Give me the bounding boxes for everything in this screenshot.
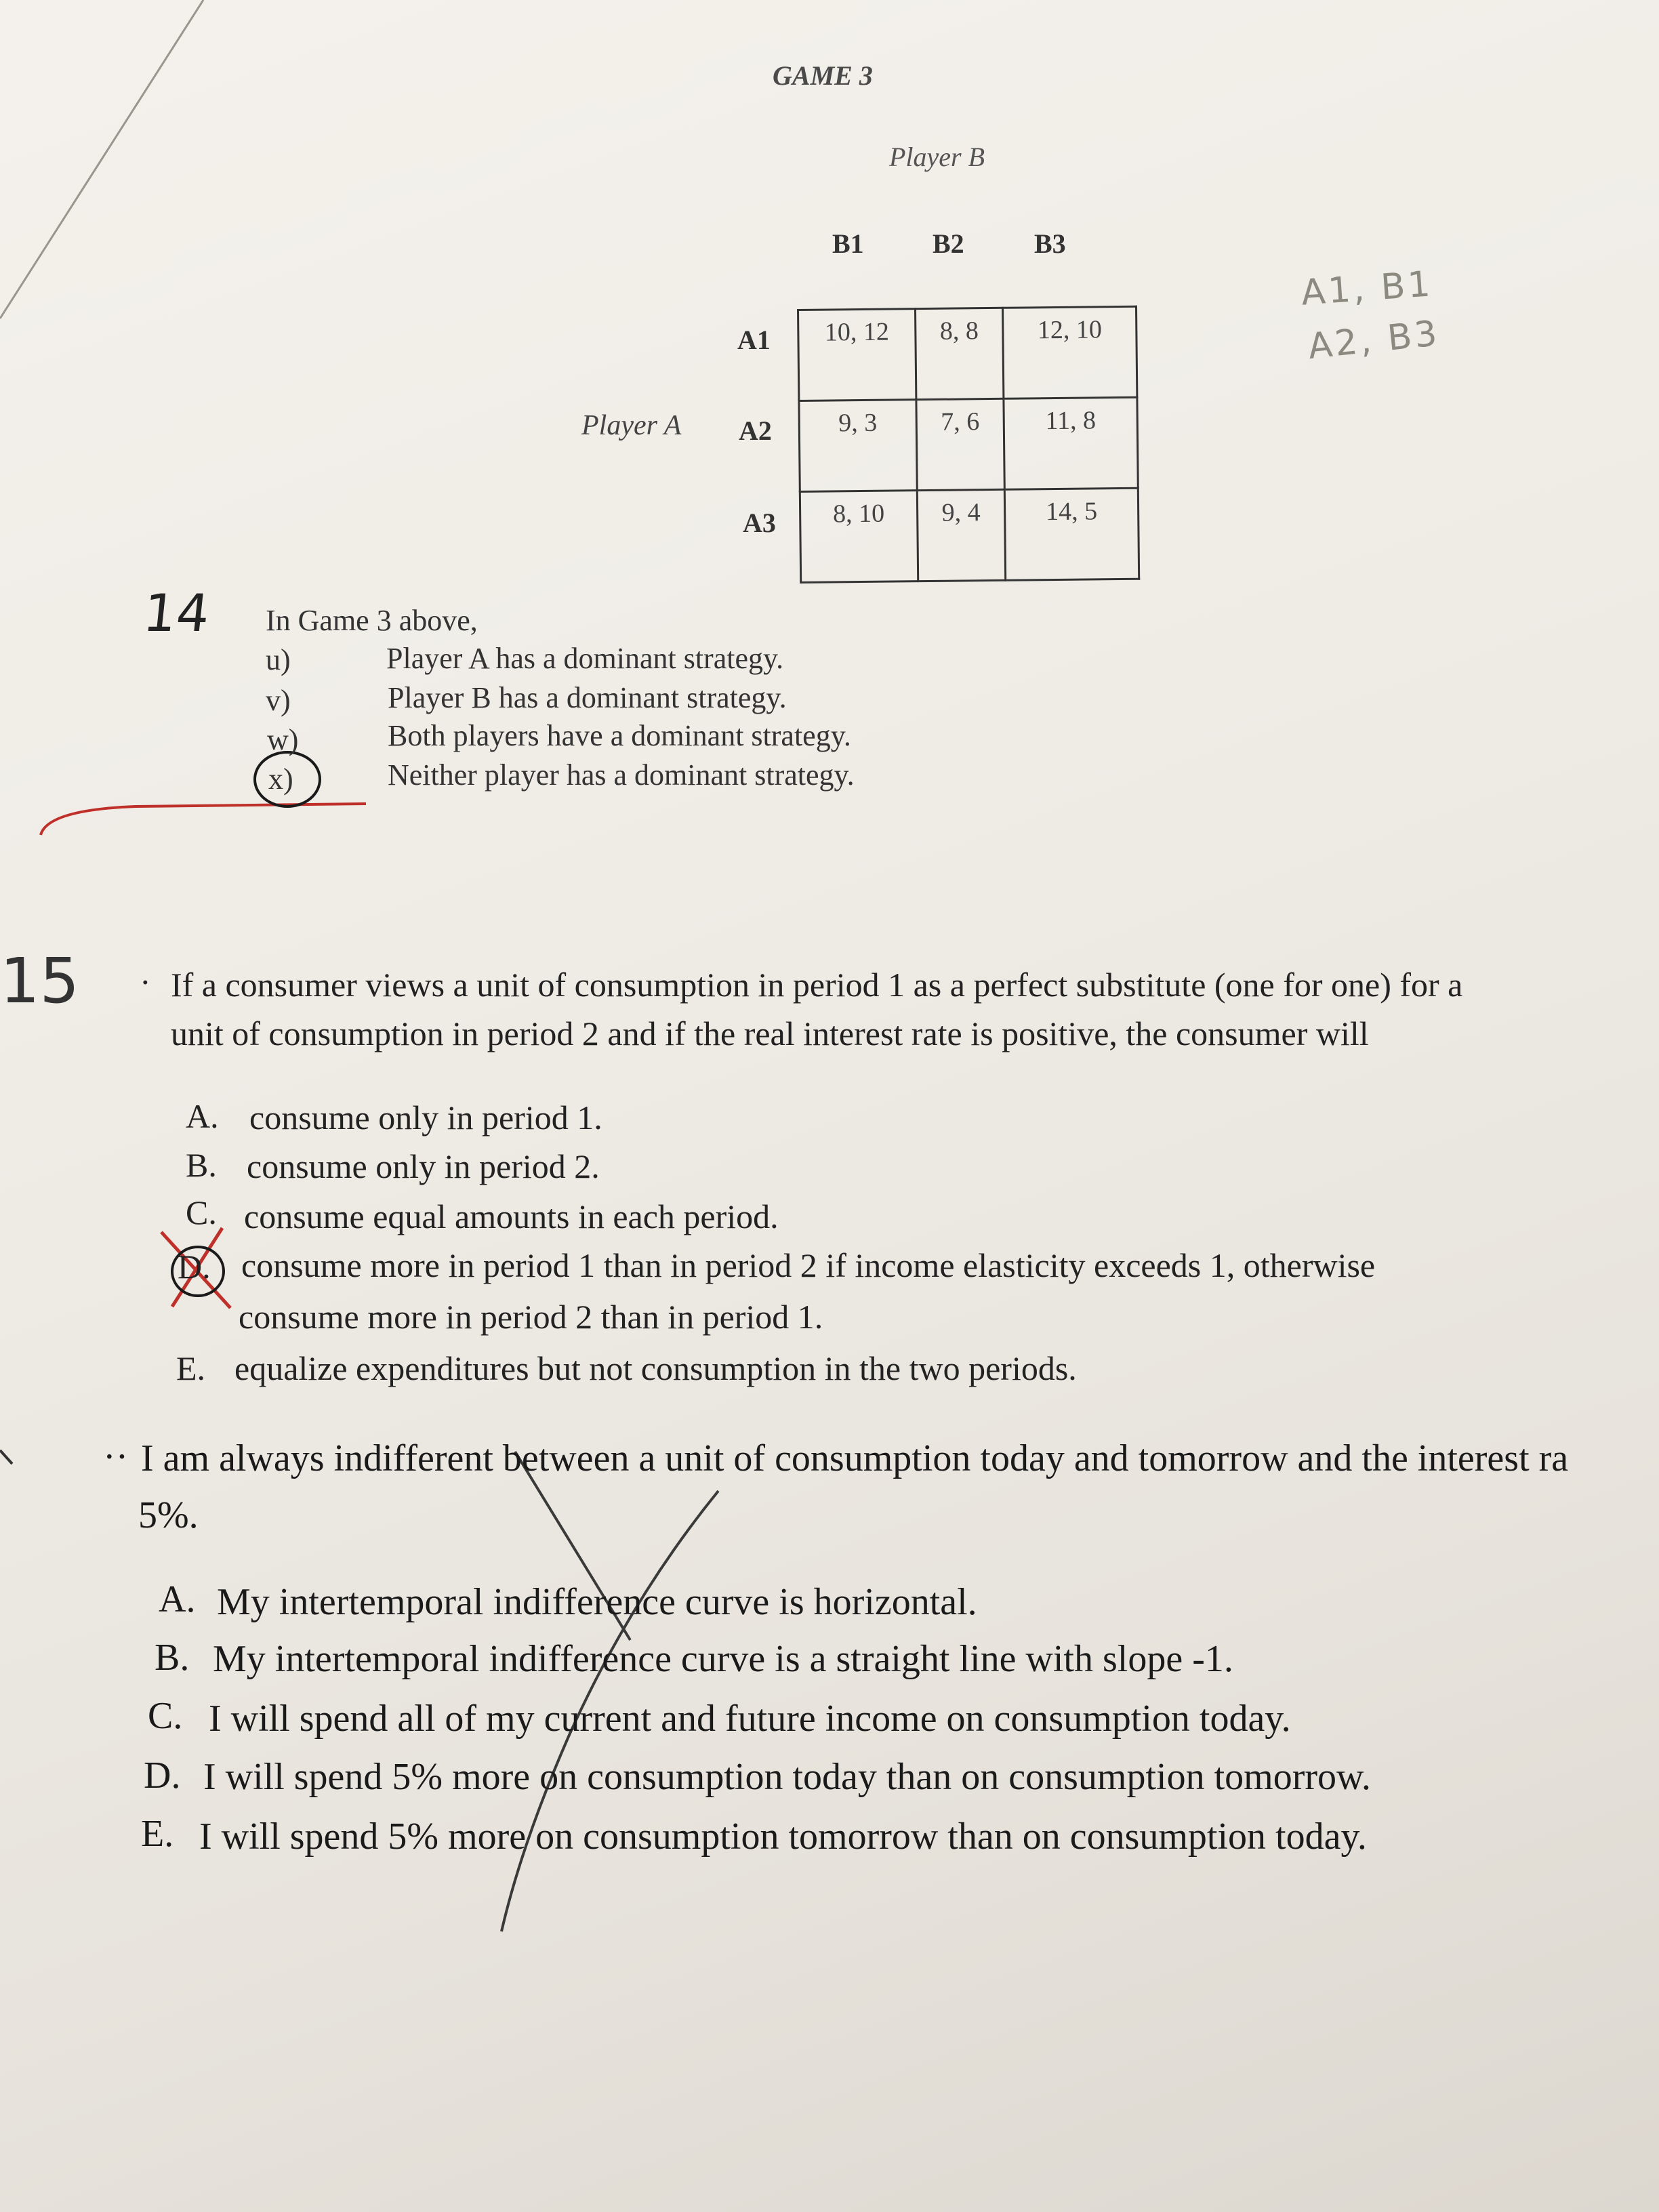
col-header-b2: B2 bbox=[933, 228, 964, 259]
payoff-cell: 9, 3 bbox=[799, 400, 917, 492]
q14-option-text: Neither player has a dominant strategy. bbox=[388, 758, 855, 792]
q15-option-text: consume more in period 1 than in period 2 if income elasticity exceeds 1, otherwise bbox=[241, 1246, 1376, 1284]
payoff-cell: 9, 4 bbox=[917, 489, 1005, 581]
handwritten-question-number-15: 15 bbox=[0, 945, 80, 1017]
q16-option-text: I will spend all of my current and future income on consumption today. bbox=[209, 1698, 1291, 1740]
payoff-matrix bbox=[797, 306, 1140, 583]
q14-option-letter: x) bbox=[268, 762, 293, 796]
red-underline-mark bbox=[41, 804, 366, 835]
q15-option-text: equalize expenditures but not consumption in the two periods. bbox=[234, 1349, 1077, 1387]
q16-option-letter: A. bbox=[159, 1578, 196, 1620]
payoff-cell: 7, 6 bbox=[916, 398, 1004, 490]
q15-option-letter: E. bbox=[176, 1349, 206, 1387]
dash-mark-text: ·· bbox=[103, 1436, 129, 1478]
payoff-row bbox=[799, 397, 1138, 491]
q15-stem-line2: unit of consumption in period 2 and if the real interest rate is positive, the consumer will bbox=[171, 1015, 1369, 1052]
q15-option-text: consume only in period 1. bbox=[249, 1099, 602, 1136]
q15-stem-line1: If a consumer views a unit of consumption in period 1 as a perfect substitute (one for one) for a bbox=[171, 966, 1463, 1004]
dash-mark bbox=[0, 1450, 12, 1464]
handwritten-question-number-14: 14 bbox=[140, 583, 213, 643]
q14-option-text: Both players have a dominant strategy. bbox=[388, 719, 851, 752]
col-header-b3: B3 bbox=[1034, 228, 1066, 259]
q16-stem-line1: I am always indifferent between a unit of consumption today and tomorrow and the interest ra bbox=[141, 1437, 1569, 1479]
payoff-row bbox=[800, 488, 1139, 582]
player-a-label: Player A bbox=[581, 410, 682, 441]
q15-option-letter: D. bbox=[178, 1248, 211, 1286]
payoff-cell: 11, 8 bbox=[1004, 397, 1138, 489]
q15-option-text-continued: consume more in period 2 than in period 1. bbox=[239, 1298, 823, 1336]
bullet-dot: · bbox=[140, 963, 151, 1001]
payoff-cell: 8, 10 bbox=[800, 491, 918, 583]
q16-option-text: My intertemporal indifference curve is horizontal. bbox=[217, 1581, 977, 1623]
payoff-cell: 10, 12 bbox=[798, 309, 916, 401]
payoff-cell: 12, 10 bbox=[1002, 306, 1136, 398]
q15-option-text: consume equal amounts in each period. bbox=[244, 1197, 779, 1235]
row-header-a1: A1 bbox=[737, 325, 771, 355]
col-header-b1: B1 bbox=[832, 228, 864, 259]
q16-option-text: I will spend 5% more on consumption today than on consumption tomorrow. bbox=[203, 1756, 1371, 1798]
q14-stem: In Game 3 above, bbox=[266, 604, 478, 637]
q16-option-text: I will spend 5% more on consumption tomorrow than on consumption today. bbox=[199, 1816, 1367, 1858]
page-fold-line bbox=[0, 0, 203, 319]
q16-option-text: My intertemporal indifference curve is a straight line with slope -1. bbox=[213, 1638, 1233, 1680]
game-title: GAME 3 bbox=[773, 60, 873, 91]
q14-option-text: Player A has a dominant strategy. bbox=[386, 642, 784, 675]
row-header-a2: A2 bbox=[739, 415, 772, 446]
q16-option-letter: C. bbox=[148, 1695, 183, 1737]
q16-option-letter: B. bbox=[155, 1637, 190, 1679]
q16-stem-line2: 5%. bbox=[138, 1494, 199, 1536]
q15-option-letter: C. bbox=[186, 1193, 217, 1231]
q14-option-letter: w) bbox=[267, 723, 299, 756]
row-header-a3: A3 bbox=[743, 508, 776, 538]
player-b-label: Player B bbox=[889, 142, 985, 172]
q16-option-letter: D. bbox=[144, 1755, 181, 1797]
q14-option-letter: v) bbox=[266, 684, 291, 717]
pencil-cross-mark bbox=[501, 1452, 718, 1931]
payoff-row bbox=[798, 306, 1137, 401]
payoff-cell: 8, 8 bbox=[916, 308, 1004, 399]
q16-option-letter: E. bbox=[141, 1813, 174, 1855]
q14-option-text: Player B has a dominant strategy. bbox=[388, 681, 787, 714]
margin-note-line1: A1, B1 bbox=[1300, 264, 1435, 314]
margin-note-line2: A2, B3 bbox=[1306, 312, 1442, 368]
payoff-cell: 14, 5 bbox=[1004, 488, 1139, 580]
q15-option-text: consume only in period 2. bbox=[247, 1147, 600, 1185]
q14-option-letter: u) bbox=[266, 643, 291, 676]
q15-option-letter: A. bbox=[186, 1097, 219, 1135]
q15-option-letter: B. bbox=[186, 1146, 217, 1184]
